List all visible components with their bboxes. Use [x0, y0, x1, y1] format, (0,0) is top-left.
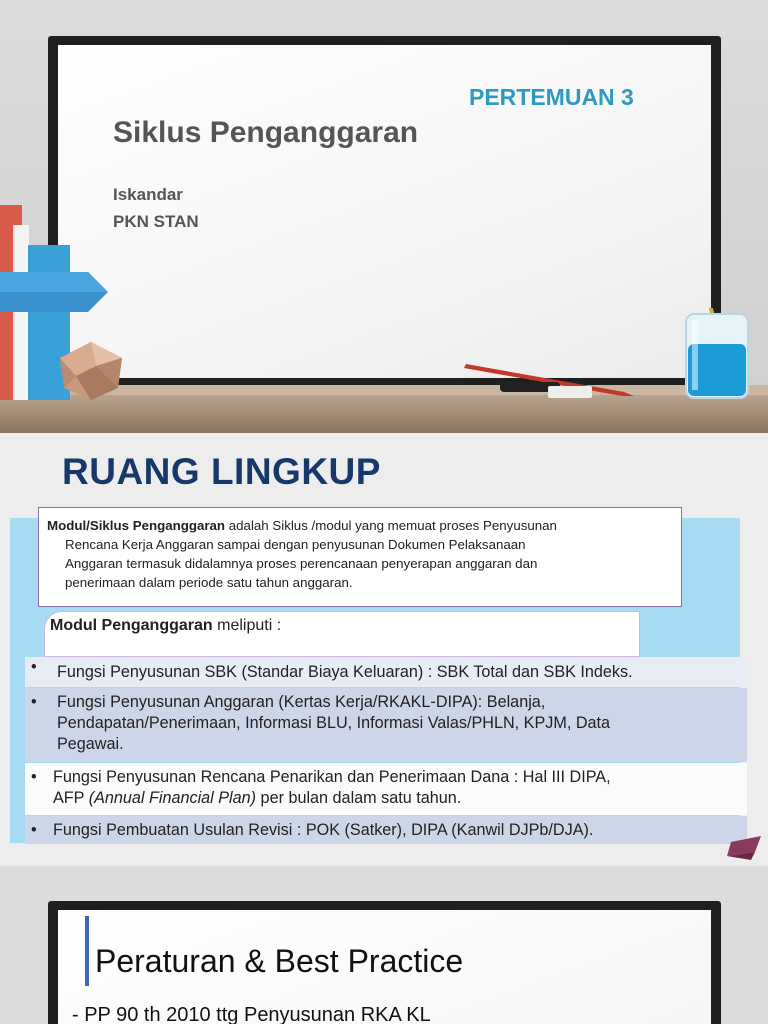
slide-title — [0, 0, 768, 433]
slide-regulations — [0, 866, 768, 1024]
paint-jar-icon — [682, 308, 752, 400]
list-item-italic: (Annual Financial Plan) — [88, 789, 257, 807]
list-item-text: AFP — [53, 789, 89, 807]
module-intro-bold: Modul Penganggaran — [50, 617, 213, 634]
title-accent-bar — [85, 916, 89, 986]
list-item — [25, 763, 747, 815]
definition-first-line: adalah Siklus /modul yang memuat proses Penyusunan — [225, 518, 557, 533]
author-name: Iskandar — [113, 185, 183, 204]
list-item-text: Pegawai. — [57, 735, 124, 753]
list-item-text: Fungsi Penyusunan Rencana Penarikan dan Penerimaan Dana : Hal III DIPA, — [53, 768, 611, 786]
slide-heading: Peraturan & Best Practice — [95, 943, 464, 979]
list-item — [25, 688, 747, 762]
bullet-symbol: • — [31, 693, 37, 711]
slide-heading: RUANG LINGKUP — [62, 451, 381, 492]
module-intro — [50, 617, 281, 635]
definition-line: Rencana Kerja Anggaran sampai dengan penyusunan Dokumen Pelaksanaan — [65, 537, 526, 552]
bullet-symbol: • — [31, 821, 37, 839]
list-item-text: per bulan dalam satu tahun. — [256, 789, 462, 807]
meeting-label: PERTEMUAN 3 — [469, 84, 634, 110]
pencil-icon — [464, 362, 639, 402]
bullet-symbol: • — [31, 768, 37, 786]
definition-line: penerimaan dalam periode satu tahun anggaran. — [65, 575, 353, 590]
list-item: - PP 90 th 2010 ttg Penyusunan RKA KL — [72, 1004, 431, 1024]
list-item-text: Fungsi Pembuatan Usulan Revisi : POK (Satker), DIPA (Kanwil DJPb/DJA). — [53, 821, 594, 839]
slide-title-text: Siklus Penganggaran — [113, 116, 419, 149]
list-item-text: Pendapatan/Penerimaan, Informasi BLU, Informasi Valas/PHLN, KPJM, Data — [57, 714, 611, 732]
institution-name: PKN STAN — [113, 212, 199, 231]
list-item-text: Fungsi Penyusunan Anggaran (Kertas Kerja/RKAKL-DIPA): Belanja, — [57, 693, 546, 711]
slide-scope — [0, 433, 768, 866]
module-intro-rest: meliputi : — [212, 617, 282, 634]
definition-box — [38, 507, 682, 607]
definition-term: Modul/Siklus Penganggaran — [47, 518, 226, 533]
geometric-ball-icon — [56, 340, 126, 402]
bullet-symbol: • — [31, 658, 37, 676]
arrow-sign-icon — [0, 268, 110, 316]
list-item — [25, 657, 747, 687]
definition-line: Anggaran termasuk didalamnya proses perencanaan penyerapan anggaran dan — [65, 556, 538, 571]
list-item-text: Fungsi Penyusunan SBK (Standar Biaya Keluaran) : SBK Total dan SBK Indeks. — [57, 663, 633, 681]
ribbon-icon — [725, 828, 765, 862]
list-item — [25, 816, 747, 844]
